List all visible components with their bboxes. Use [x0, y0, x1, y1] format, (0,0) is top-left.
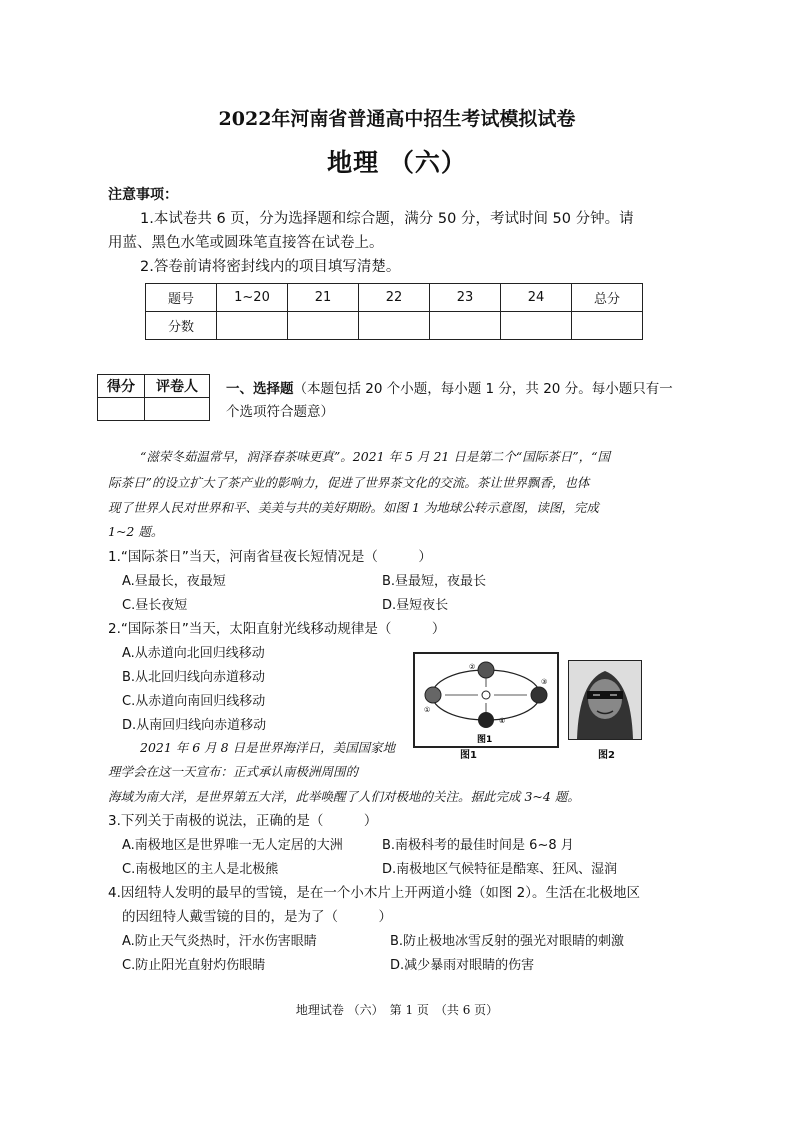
orbit-svg [415, 654, 557, 746]
question-2-option-a[interactable]: A.从赤道向北回归线移动 [122, 646, 265, 661]
question-1-stem: 1.“国际茶日”当天，河南省昼夜长短情况是（ ） [108, 549, 432, 565]
exam-title: 2022年河南省普通高中招生考试模拟试卷 [218, 108, 576, 130]
notice-heading: 注意事项： [108, 187, 178, 203]
passage-1-line-1: “滋荣冬茹温常早，润泽春茶味更真”。2021 年 5 月 21 日是第二个“国际茶日”，“国 [140, 449, 610, 464]
notice-item-2: 2.答卷前请将密封线内的项目填写清楚。 [140, 259, 401, 275]
figure-1-orbit-diagram [413, 652, 559, 748]
score-table [145, 283, 643, 340]
grader-name-label: 评卷人 [145, 375, 210, 398]
score-header-cell: 22 [359, 284, 430, 312]
question-3-stem: 3.下列关于南极的说法，正确的是（ ） [108, 813, 378, 829]
question-2-option-d[interactable]: D.从南回归线向赤道移动 [122, 718, 267, 733]
question-4-option-b[interactable]: B.防止极地冰雪反射的强光对眼睛的刺激 [390, 934, 625, 949]
question-4-stem-line-1: 4.因纽特人发明的最早的雪镜，是在一个小木片上开两道小缝（如图 2）。生活在北极地区 [108, 885, 641, 901]
question-1-option-b[interactable]: B.昼最短，夜最长 [382, 574, 487, 589]
score-row-label: 分数 [146, 312, 217, 340]
grader-table [97, 374, 210, 421]
score-cell[interactable] [430, 312, 501, 340]
notice-item-1-line-2: 用蓝、黑色水笔或圆珠笔直接答在试卷上。 [108, 235, 384, 251]
score-header-cell: 1~20 [217, 284, 288, 312]
section-1-desc: （本题包括 20 个小题，每小题 1 分，共 20 分。每小题只有一 [293, 381, 673, 397]
section-1-header [226, 377, 673, 397]
question-2-stem: 2.“国际茶日”当天，太阳直射光线移动规律是（ ） [108, 621, 446, 637]
orbit-label: ③ [541, 678, 548, 686]
passage-2-line-2: 理学会在这一天宣布：正式承认南极洲周围的 [108, 764, 359, 779]
section-1-title: 一、选择题 [226, 381, 294, 397]
orbit-label: ② [469, 663, 476, 671]
question-4-option-c[interactable]: C.防止阳光直射灼伤眼睛 [122, 958, 266, 973]
notice-item-1-line-1: 1.本试卷共 6 页，分为选择题和综合题，满分 50 分，考试时间 50 分钟。请 [140, 211, 634, 227]
score-header-cell: 21 [288, 284, 359, 312]
passage-2-line-3: 海域为南大洋，是世界第五大洋，此举唤醒了人们对极地的关注。据此完成 3~4 题。 [108, 789, 580, 804]
passage-1-line-2: 际茶日”的设立扩大了茶产业的影响力，促进了世界茶文化的交流。茶让世界飘香，也体 [108, 475, 590, 490]
score-header-cell: 题号 [146, 284, 217, 312]
score-cell[interactable] [501, 312, 572, 340]
score-header-cell: 总分 [572, 284, 643, 312]
score-cell[interactable] [359, 312, 430, 340]
question-2-option-b[interactable]: B.从北回归线向赤道移动 [122, 670, 266, 685]
subject-title: 地理 （六） [327, 148, 467, 177]
grader-score-label: 得分 [98, 375, 145, 398]
question-3-option-d[interactable]: D.南极地区气候特征是酷寒、狂风、湿润 [382, 862, 618, 877]
section-1-desc-2: 个选项符合题意） [226, 404, 334, 420]
figure-1-caption-text: 图1 [460, 750, 477, 761]
question-3-option-b[interactable]: B.南极科考的最佳时间是 6~8 月 [382, 838, 574, 853]
figure-2-caption: 图2 [598, 750, 615, 761]
orbit-label: ① [424, 706, 431, 714]
sun-icon [482, 691, 490, 699]
page-footer: 地理试卷 （六） 第 1 页 （共 6 页） [295, 1003, 499, 1017]
grader-name-cell[interactable] [145, 398, 210, 421]
score-cell[interactable] [288, 312, 359, 340]
earth-bottom-icon [478, 712, 494, 728]
score-cell[interactable] [217, 312, 288, 340]
question-1-option-c[interactable]: C.昼长夜短 [122, 598, 188, 613]
earth-left-icon [425, 687, 441, 703]
orbit-label: ④ [499, 717, 506, 725]
passage-1-line-4: 1~2 题。 [108, 524, 164, 539]
question-3-option-a[interactable]: A.南极地区是世界唯一无人定居的大洲 [122, 838, 343, 853]
earth-top-icon [478, 662, 494, 678]
inuit-goggles-icon [569, 661, 641, 739]
score-header-cell: 24 [501, 284, 572, 312]
grader-score-cell[interactable] [98, 398, 145, 421]
passage-1-line-3: 现了世界人民对世界和平、美美与共的美好期盼。如图 1 为地球公转示意图，读图，完成 [108, 500, 599, 515]
score-cell[interactable] [572, 312, 643, 340]
question-1-option-d[interactable]: D.昼短夜长 [382, 598, 449, 613]
question-4-option-a[interactable]: A.防止天气炎热时，汗水伤害眼睛 [122, 934, 317, 949]
question-1-option-a[interactable]: A.昼最长，夜最短 [122, 574, 226, 589]
passage-2-line-1: 2021 年 6 月 8 日是世界海洋日，美国国家地 [140, 740, 396, 755]
figure-1-caption: 图1 [477, 735, 493, 745]
score-header-cell: 23 [430, 284, 501, 312]
figure-2-photo [568, 660, 642, 740]
question-4-stem-line-2: 的因纽特人戴雪镜的目的，是为了（ ） [122, 909, 392, 925]
question-4-option-d[interactable]: D.减少暴雨对眼睛的伤害 [390, 958, 535, 973]
question-3-option-c[interactable]: C.南极地区的主人是北极熊 [122, 862, 279, 877]
earth-right-icon [531, 687, 547, 703]
question-2-option-c[interactable]: C.从赤道向南回归线移动 [122, 694, 266, 709]
